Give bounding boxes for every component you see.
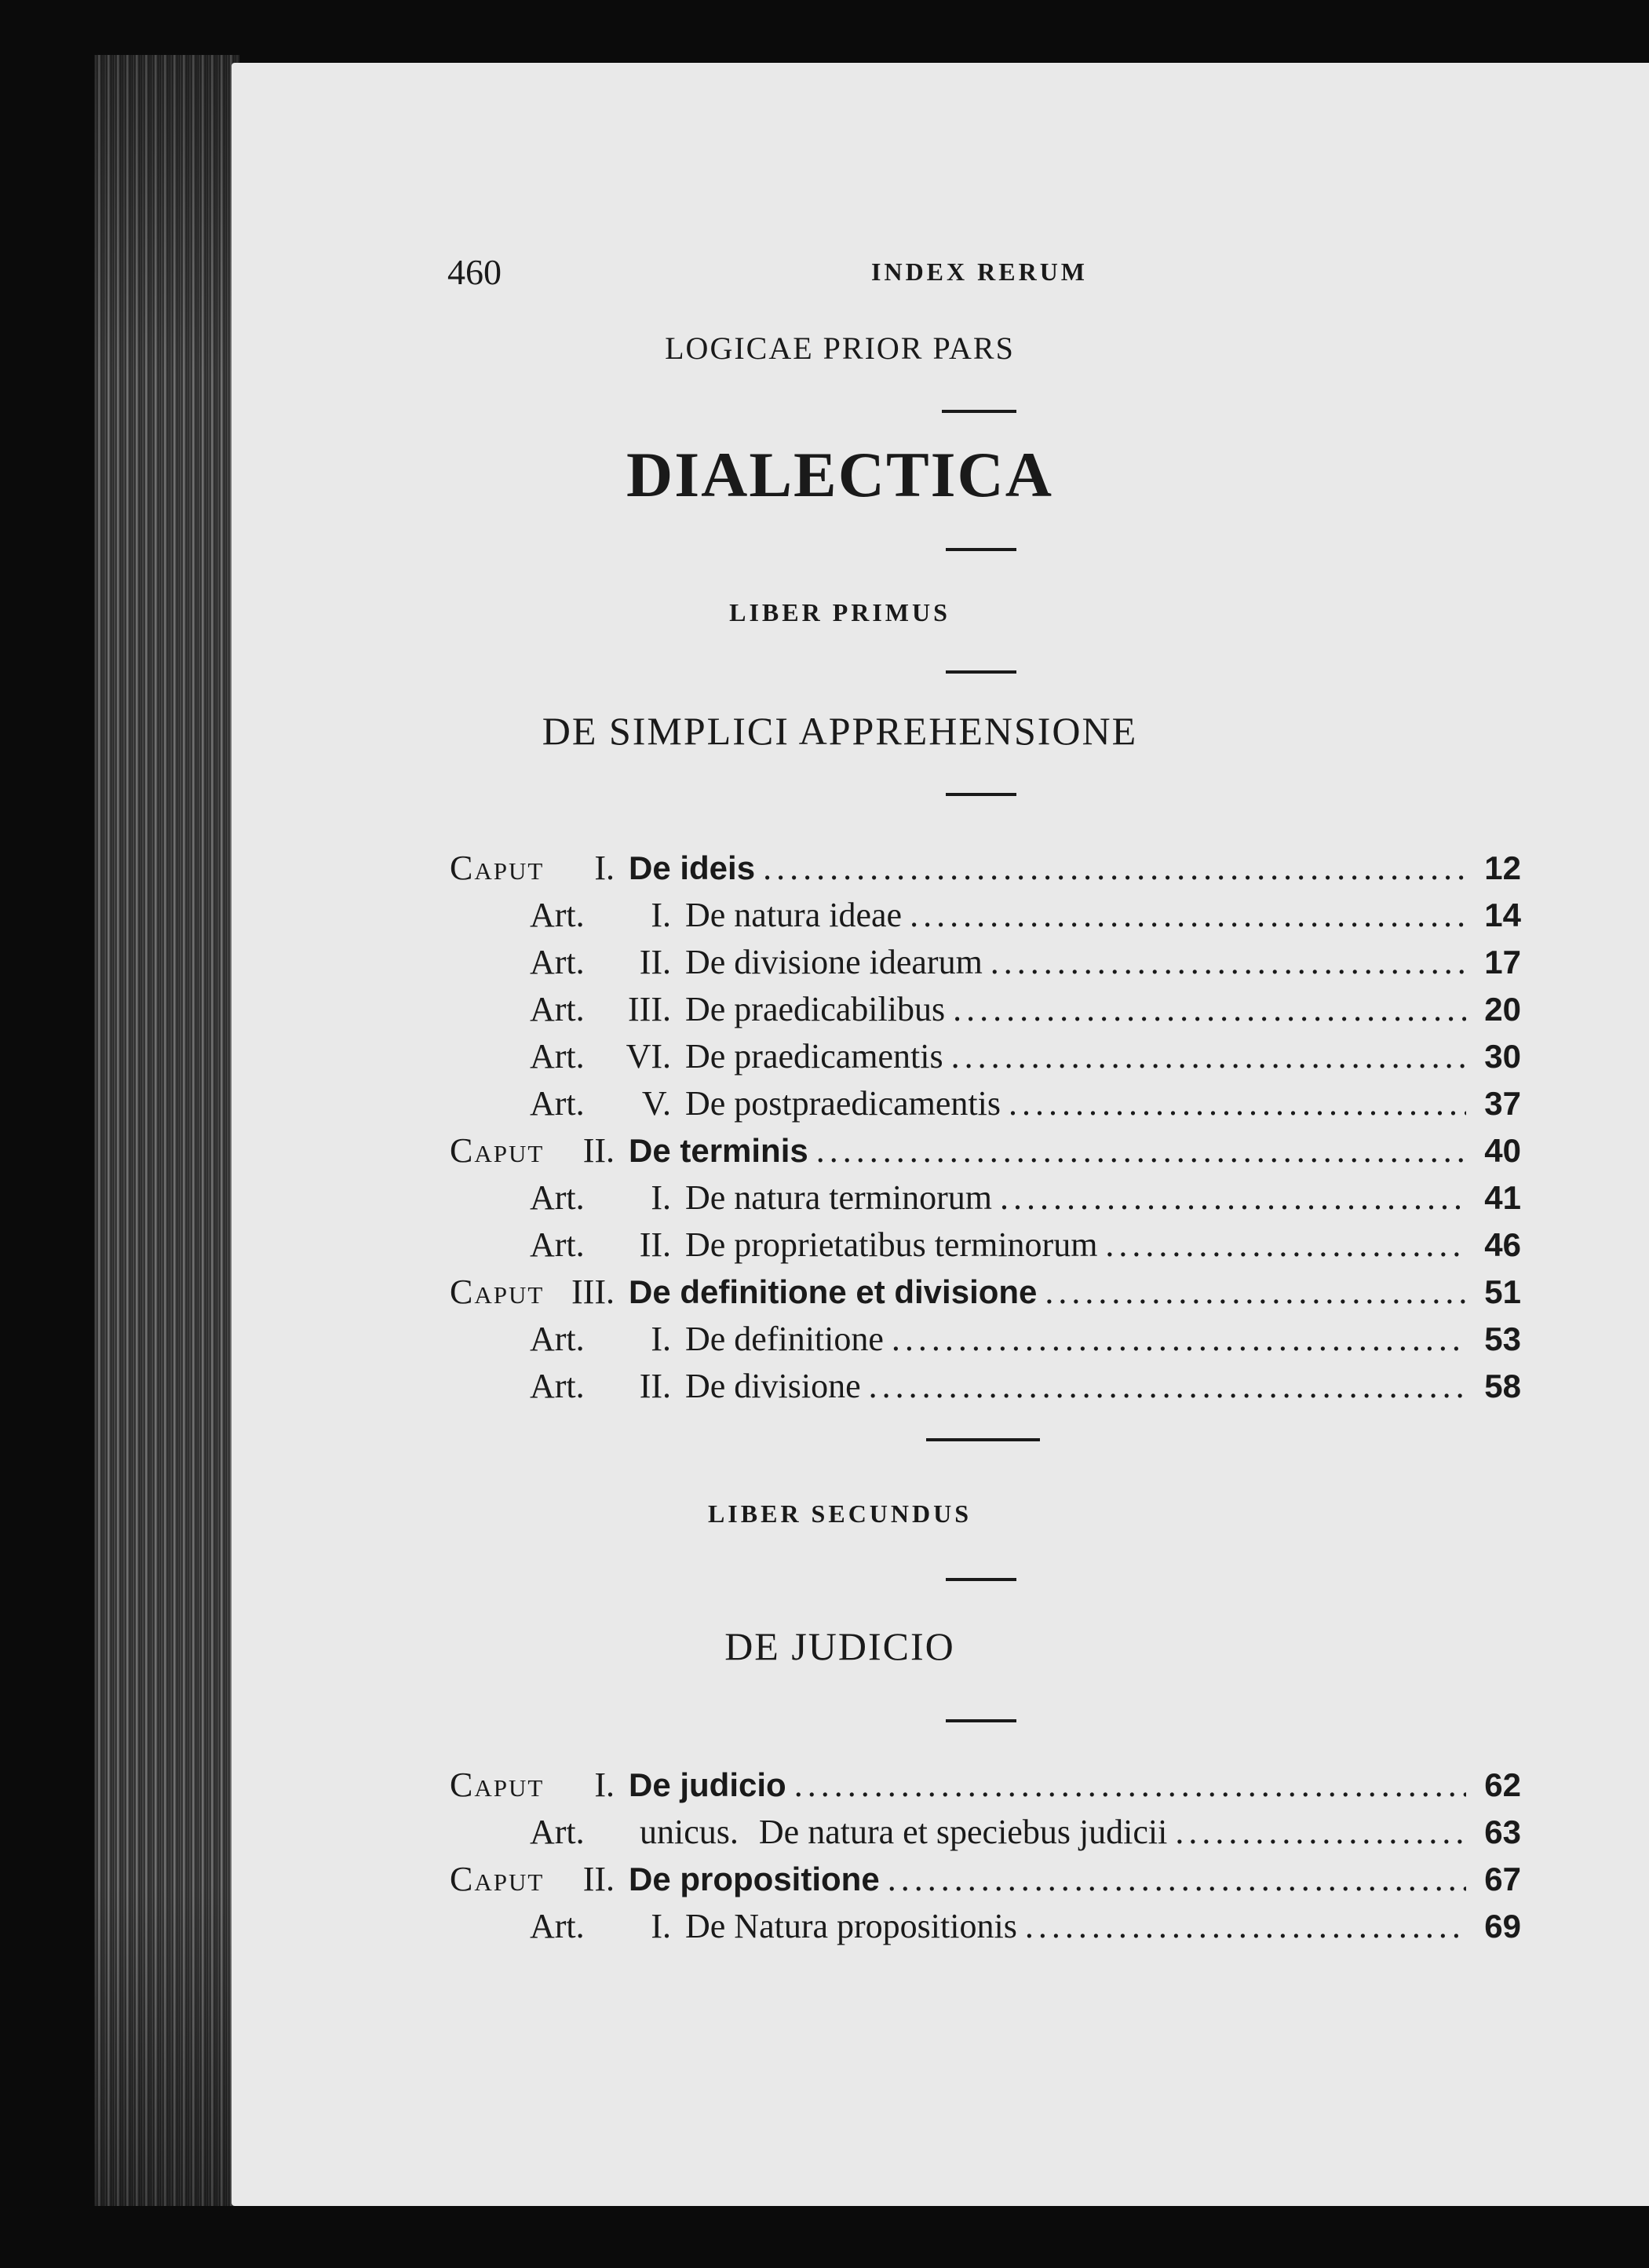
toc-entry [530,1906,1521,1952]
dot-leader [951,1036,1466,1076]
dot-leader [892,1319,1466,1359]
toc-entry-title: De judicio [629,1766,786,1803]
toc-entry-kind: Art. [530,1367,585,1405]
toc-entry-number: II. [639,1367,671,1405]
toc-entry-number: unicus. [640,1813,739,1851]
toc-entry-page: 62 [1484,1766,1521,1803]
toc-entry-kind: Caput [450,1273,545,1311]
toc-entry-kind: Art. [530,1037,585,1076]
toc-entry-number: I. [594,849,615,887]
toc-entry-number: I. [651,1907,671,1945]
toc-entry-title: De natura ideae [685,896,903,934]
book-page [232,63,1649,2206]
toc-entry-title: De natura terminorum [685,1178,992,1217]
divider-rule [942,410,1016,413]
toc-entry [450,848,1521,893]
dot-leader [888,1859,1466,1899]
toc-entry-kind: Art. [530,896,585,934]
toc-entry-kind: Art. [530,1813,585,1851]
toc-entry-number: II. [582,1860,615,1898]
toc-entry-title: De divisione idearum [685,943,983,981]
page-number: 460 [447,252,502,292]
toc-entry-title: De postpraedicamentis [685,1084,1001,1123]
book2-title: DE JUDICIO [724,1624,955,1668]
part-heading: LOGICAE PRIOR PARS [665,331,1015,366]
toc-entry-kind: Caput [450,1131,545,1170]
toc-entry-title: De propositione [629,1861,880,1897]
toc-entry [530,989,1521,1035]
book1-label: LIBER PRIMUS [729,598,950,626]
toc-entry-title: De divisione [685,1367,861,1405]
divider-rule [946,548,1016,551]
toc-entry-page: 17 [1484,944,1521,981]
running-head: INDEX RERUM [871,257,1088,286]
divider-rule [946,670,1016,674]
toc-entry-page: 41 [1484,1179,1521,1216]
toc-entry-title: De ideis [629,849,756,886]
toc-entry-kind: Caput [450,1860,545,1898]
dot-leader [763,848,1466,888]
toc-entry-title: De praedicamentis [685,1037,943,1076]
dot-leader [953,989,1466,1029]
dot-leader [1175,1812,1466,1852]
dot-leader [1105,1225,1466,1265]
toc-entry-number: II. [639,943,671,981]
spine-shadow [94,55,239,2206]
toc-entry-title: De terminis [629,1132,808,1169]
toc-entry-page: 67 [1484,1861,1521,1897]
toc-entry-page: 20 [1484,991,1521,1028]
toc-entry-kind: Art. [530,943,585,981]
toc-entry-number: II. [639,1225,671,1264]
toc-entry-kind: Art. [530,1320,585,1358]
toc-entry-page: 53 [1484,1320,1521,1357]
divider-rule [926,1438,1040,1441]
toc-entry-number: II. [582,1131,615,1170]
toc-entry [450,1859,1521,1905]
main-title: DIALECTICA [626,439,1053,510]
toc-entry-number: III. [571,1273,615,1311]
dot-leader [794,1765,1466,1805]
toc-entry-number: I. [651,1320,671,1358]
toc-entry-kind: Art. [530,1178,585,1217]
toc-entry-kind: Art. [530,1225,585,1264]
divider-rule [946,1578,1016,1581]
toc-entry-number: I. [594,1766,615,1804]
toc-entry-number: VI. [626,1037,671,1076]
toc-entry-page: 37 [1484,1085,1521,1122]
toc-entry-kind: Art. [530,990,585,1028]
toc-entry-page: 69 [1484,1908,1521,1945]
toc-entry-kind: Caput [450,849,545,887]
toc-entry [450,1130,1521,1176]
toc-entry-page: 14 [1484,897,1521,933]
toc-entry [530,1812,1521,1857]
toc-entry [530,1178,1521,1223]
toc-entry-number: I. [651,1178,671,1217]
toc-entry-page: 40 [1484,1132,1521,1169]
divider-rule [946,793,1016,796]
toc-entry [530,1036,1521,1082]
dot-leader [910,895,1466,935]
dot-leader [1009,1083,1466,1123]
toc-entry [530,895,1521,940]
dot-leader [1045,1272,1466,1312]
dot-leader [816,1130,1466,1171]
toc-entry-title: De definitione et divisione [629,1273,1038,1310]
toc-entry-page: 46 [1484,1226,1521,1263]
toc-entry-kind: Art. [530,1907,585,1945]
toc-entry-title: De definitione [685,1320,884,1358]
toc-entry [530,1366,1521,1412]
dot-leader [990,942,1466,982]
toc-entry-number: V. [641,1084,671,1123]
toc-entry-title: De Natura propositionis [685,1907,1017,1945]
dot-leader [1025,1906,1466,1946]
toc-entry-title: De proprietatibus terminorum [685,1225,1098,1264]
toc-entry-title: De praedicabilibus [685,990,946,1028]
toc-entry-page: 51 [1484,1273,1521,1310]
dot-leader [1000,1178,1466,1218]
book1-title: DE SIMPLICI APPREHENSIONE [542,709,1138,753]
toc-entry-kind: Art. [530,1084,585,1123]
dot-leader [869,1366,1466,1406]
book2-label: LIBER SECUNDUS [707,1499,972,1528]
divider-rule [946,1719,1016,1722]
toc-entry-page: 30 [1484,1038,1521,1075]
toc-entry [530,1083,1521,1129]
toc-entry-page: 58 [1484,1368,1521,1404]
toc-entry-page: 63 [1484,1813,1521,1850]
toc-entry [530,942,1521,988]
toc-entry [530,1319,1521,1364]
toc-entry-number: III. [628,990,671,1028]
toc-entry-number: I. [651,896,671,934]
toc-entry [530,1225,1521,1270]
toc-entry-title: De natura et speciebus judicii [758,1813,1168,1851]
toc-entry [450,1765,1521,1810]
toc-entry [450,1272,1521,1317]
toc-entry-page: 12 [1484,849,1521,886]
toc-entry-kind: Caput [450,1766,545,1804]
